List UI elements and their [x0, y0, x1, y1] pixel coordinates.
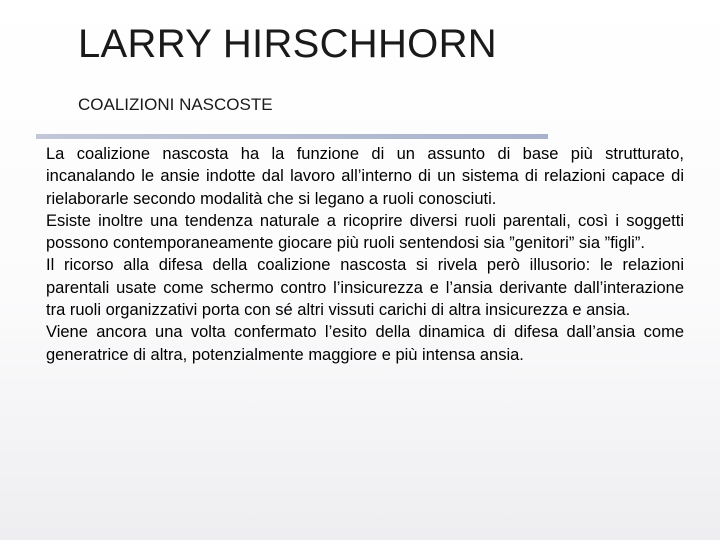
slide-title: LARRY HIRSCHHORN: [78, 22, 497, 66]
body-paragraph-2: Esiste inoltre una tendenza naturale a ricoprire diversi ruoli parentali, così i soggetti possono contemporaneamente giocare più ruoli sentendosi sia ”genitori” sia ”figli”.: [46, 211, 684, 253]
body-paragraph-3: Il ricorso alla difesa della coalizione nascosta si rivela però illusorio: le relazioni parentali usate come schermo contro l’insicurezza e l’ansia derivante dall’interazione tra ruoli organizzativi porta con sé altri vissuti carichi di altra insicurezza e ansia.: [46, 256, 684, 320]
body-paragraph-4: Viene ancora una volta confermato l’esito della dinamica di difesa dall’ansia come generatrice di altra, potenzialmente maggiore e più intensa ansia.: [46, 323, 684, 364]
body-paragraph-1: La coalizione nascosta ha la funzione di un assunto di base più strutturato, incanalando le ansie indotte dal lavoro all’interno di un sistema di relazioni capace di rielaborarle secondo modalità che si legano a ruoli conosciuti.: [46, 145, 684, 208]
title-divider: [36, 134, 548, 139]
slide-body: [46, 143, 684, 366]
slide-subtitle: COALIZIONI NASCOSTE: [78, 95, 273, 114]
